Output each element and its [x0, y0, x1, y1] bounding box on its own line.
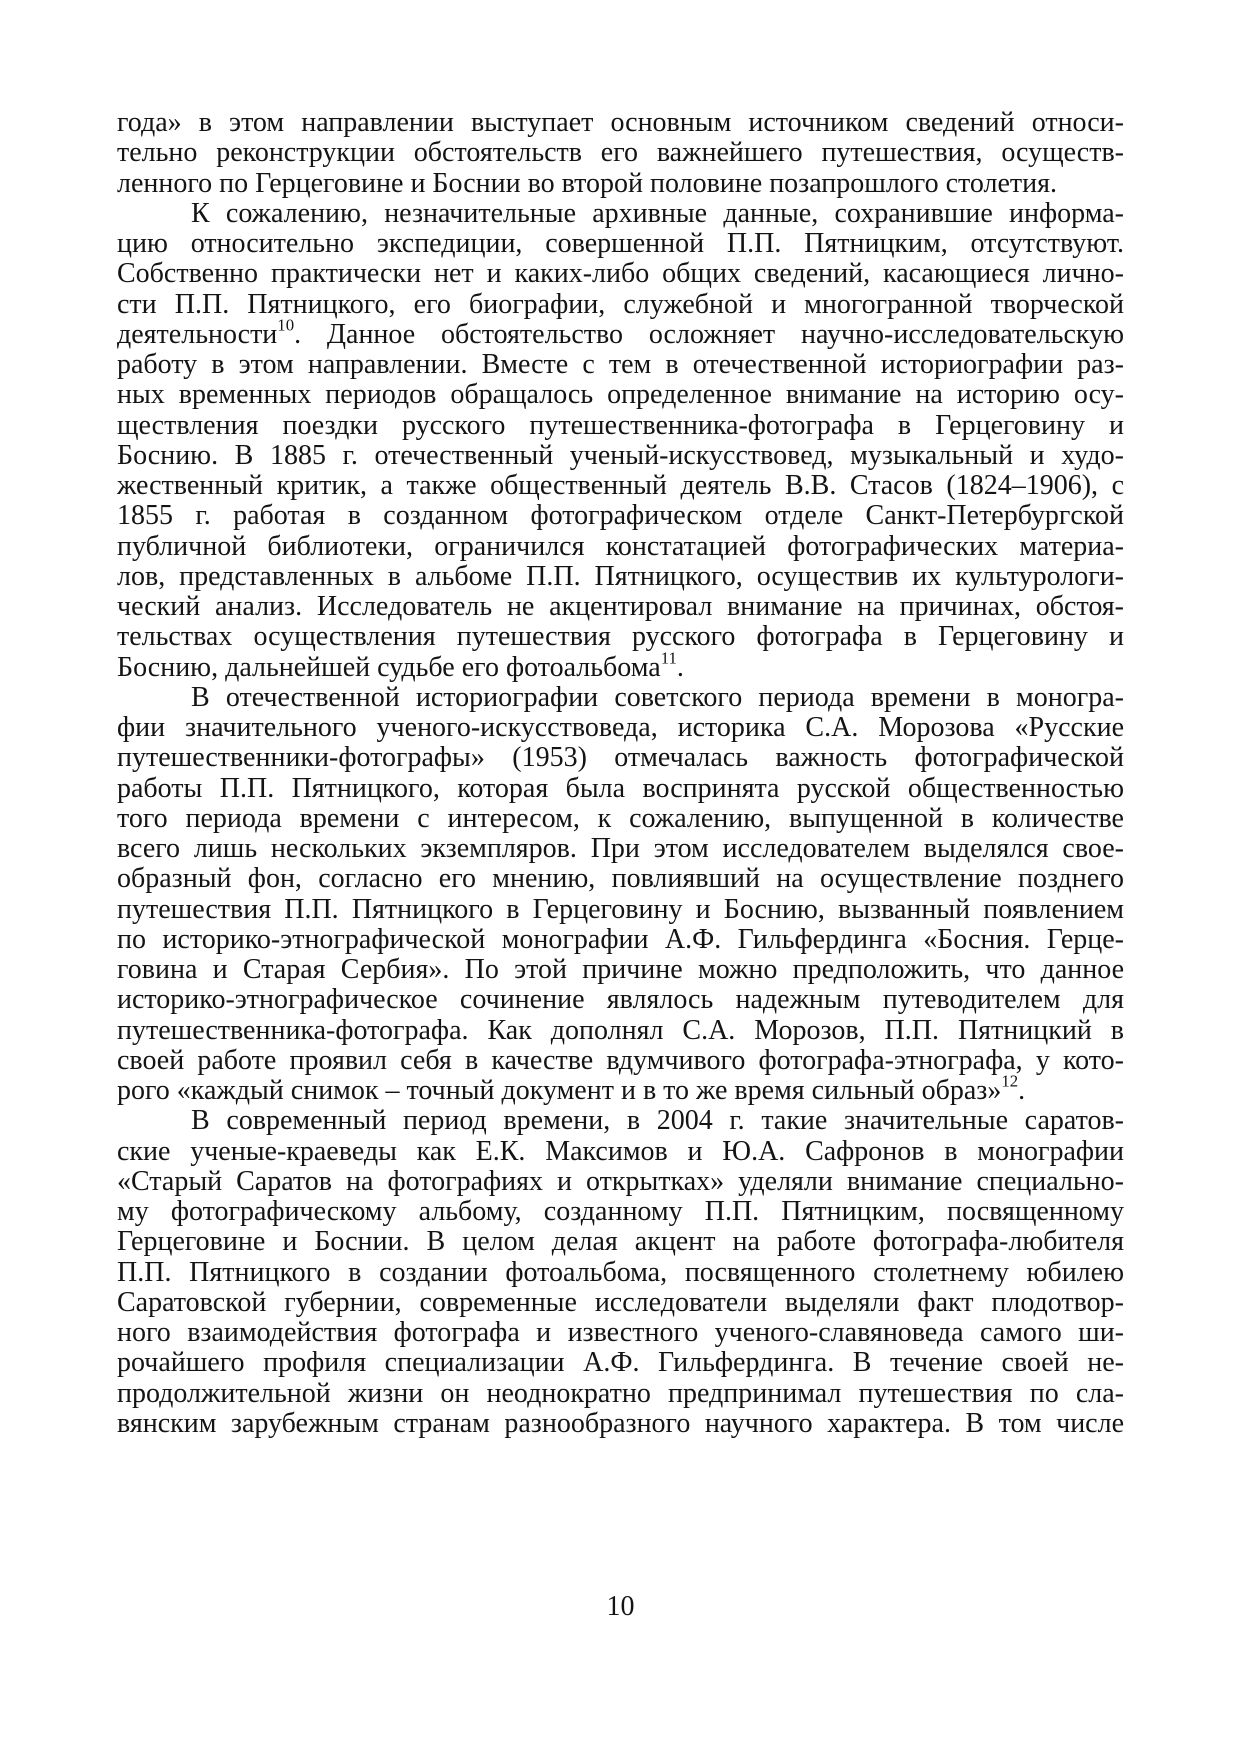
- text-run: работы П.П. Пятницкого, которая была воспринята русской общественностью: [117, 772, 1124, 804]
- text-run: своей работе проявил себя в качестве вдумчивого фотографа-этнографа, у кото-: [117, 1044, 1124, 1076]
- text-line: [117, 955, 1124, 985]
- text-line: [117, 895, 1124, 925]
- text-line: [117, 647, 1124, 683]
- text-run: продолжительной жизни он неоднократно предпринимал путешествия по сла-: [117, 1377, 1124, 1409]
- paragraph-4: [117, 1106, 1124, 1439]
- text-run: рого «каждый снимок – точный документ и в то же время сильный образ»: [117, 1075, 1002, 1106]
- text-line: [117, 713, 1124, 743]
- text-run: му фотографическому альбому, созданному П.П. Пятницким, посвященному: [117, 1196, 1124, 1227]
- text-line: [117, 622, 1124, 652]
- text-run: .: [1018, 1075, 1026, 1106]
- text-run: сти П.П. Пятницкого, его биографии, служебной и многогранной творческой: [117, 288, 1124, 320]
- text-line: [117, 259, 1124, 289]
- text-run: «Старый Саратов на фотографиях и открытках» уделяли внимание специально-: [117, 1165, 1124, 1197]
- text-line: [117, 1318, 1124, 1348]
- text-line: [117, 1016, 1124, 1046]
- text-run: .: [676, 651, 684, 683]
- text-line: [117, 350, 1124, 380]
- text-run: образный фон, согласно его мнению, повлиявший на осуществление позднего: [117, 863, 1124, 895]
- text-line: [117, 501, 1124, 531]
- text-run: лов, представленных в альбоме П.П. Пятницкого, осуществив их культурологи-: [117, 560, 1124, 592]
- text-line: [117, 743, 1124, 773]
- text-run: вянским зарубежным странам разнообразного научного характера. В том числе: [117, 1407, 1124, 1439]
- text-run: путешественника-фотографа. Как дополнял С.А. Морозов, П.П. Пятницкий в: [117, 1014, 1124, 1046]
- text-run: Боснию, дальнейшей судьбе его фотоальбома: [117, 651, 661, 683]
- text-run: тельствах осуществления путешествия русского фотографа в Герцеговину и: [117, 621, 1124, 653]
- text-line: [117, 925, 1124, 955]
- text-line: [117, 1137, 1124, 1167]
- text-run: фии значительного ученого-искусствоведа, историка С.А. Морозова «Русские: [117, 712, 1124, 743]
- text-run: . Данное обстоятельство осложняет научно-исследовательскую: [294, 318, 1124, 350]
- text-run: К сожалению, незначительные архивные данные, сохранившие информа-: [191, 197, 1124, 229]
- text-run: деятельности: [117, 318, 278, 350]
- text-run: жественный критик, а также общественный деятель В.В. Стасов (1824–1906), с: [117, 470, 1124, 501]
- text-run: Герцеговине и Боснии. В целом делая акцент на работе фотографа-любителя: [117, 1226, 1124, 1258]
- text-line: [117, 1227, 1124, 1257]
- text-line: [117, 532, 1124, 562]
- text-run: всего лишь нескольких экземпляров. При этом исследователем выделялся свое-: [117, 833, 1124, 864]
- text-line: [117, 1167, 1124, 1197]
- text-run: работу в этом направлении. Вместе с тем в отечественной историографии раз-: [117, 349, 1124, 380]
- text-line: [117, 1379, 1124, 1409]
- text-line: [117, 1409, 1124, 1439]
- text-line: [117, 411, 1124, 441]
- text-line: [117, 229, 1124, 259]
- text-line: [117, 108, 1124, 138]
- footnote-marker: 11: [660, 647, 677, 667]
- paragraph-1: [117, 108, 1124, 199]
- text-run: ществления поездки русского путешественника-фотографа в Герцеговину и: [117, 409, 1124, 441]
- text-run: путешествия П.П. Пятницкого в Герцеговину и Боснию, вызванный появлением: [117, 893, 1124, 925]
- paragraph-3: [117, 683, 1124, 1107]
- text-run: В современный период времени, в 2004 г. такие значительные саратов-: [191, 1105, 1124, 1137]
- footnote-marker: 10: [277, 315, 295, 335]
- text-line: [117, 592, 1124, 622]
- text-run: П.П. Пятницкого в создании фотоальбома, посвященного столетнему юбилею: [117, 1256, 1124, 1288]
- text-line: [117, 1288, 1124, 1318]
- text-line: [117, 380, 1124, 410]
- text-line: [117, 834, 1124, 864]
- text-run: того периода времени с интересом, к сожалению, выпущенной в количестве: [117, 802, 1124, 834]
- text-line: [117, 199, 1124, 229]
- text-line: [117, 864, 1124, 894]
- text-line: [117, 562, 1124, 592]
- text-run: 1855 г. работая в созданном фотографическом отделе Санкт-Петербургской: [117, 500, 1124, 532]
- text-run: цию относительно экспедиции, совершенной П.П. Пятницким, отсутствуют.: [117, 228, 1124, 259]
- text-run: ного взаимодействия фотографа и известного ученого-славяноведа самого ши-: [117, 1317, 1124, 1348]
- text-line: [117, 804, 1124, 834]
- text-line: [117, 683, 1124, 713]
- text-run: ские ученые-краеведы как Е.К. Максимов и Ю.А. Сафронов в монографии: [117, 1135, 1124, 1167]
- text-run: ленного по Герцеговине и Боснии во второй половине позапрошлого столетия.: [117, 167, 1058, 199]
- text-run: В отечественной историографии советского периода времени в моногра-: [191, 681, 1124, 713]
- text-line: [117, 774, 1124, 804]
- text-line: [117, 471, 1124, 501]
- text-line: [117, 138, 1124, 168]
- text-run: ных временных периодов обращалось определенное внимание на историю осу-: [117, 379, 1124, 411]
- text-line: [117, 1197, 1124, 1227]
- text-run: тельно реконструкции обстоятельств его важнейшего путешествия, осуществ-: [117, 137, 1124, 169]
- text-run: историко-этнографическое сочинение являлось надежным путеводителем для: [117, 984, 1124, 1016]
- paragraph-2: [117, 199, 1124, 683]
- text-run: Боснию. В 1885 г. отечественный ученый-искусствовед, музыкальный и худо-: [117, 439, 1124, 471]
- text-run: Собственно практически нет и каких-либо общих сведений, касающиеся лично-: [117, 258, 1124, 290]
- footnote-marker: 12: [1001, 1071, 1019, 1091]
- text-run: года» в этом направлении выступает основным источником сведений относи-: [117, 107, 1124, 138]
- text-run: рочайшего профиля специализации А.Ф. Гильфердинга. В течение своей не-: [117, 1347, 1124, 1379]
- text-line: [117, 1348, 1124, 1378]
- page-number: 10: [606, 1591, 635, 1622]
- text-line: [117, 1106, 1124, 1136]
- text-line: [117, 441, 1124, 471]
- text-line: [117, 1258, 1124, 1288]
- body-text: [117, 108, 1124, 1439]
- text-run: говина и Старая Сербия». По этой причине можно предположить, что данное: [117, 954, 1124, 985]
- text-run: публичной библиотеки, ограничился констатацией фотографических материа-: [117, 530, 1124, 562]
- text-run: Саратовской губернии, современные исследователи выделяли факт плодотвор-: [117, 1286, 1124, 1318]
- text-run: по историко-этнографической монографии А.Ф. Гильфердинга «Босния. Герце-: [117, 923, 1124, 955]
- text-line: [117, 169, 1124, 199]
- text-line: [117, 1046, 1124, 1076]
- text-run: ческий анализ. Исследователь не акцентировал внимание на причинах, обстоя-: [117, 591, 1124, 622]
- text-line: [117, 1071, 1124, 1106]
- text-line: [117, 290, 1124, 320]
- text-line: [117, 315, 1124, 350]
- text-run: путешественники-фотографы» (1953) отмечалась важность фотографической: [117, 742, 1124, 774]
- text-line: [117, 985, 1124, 1015]
